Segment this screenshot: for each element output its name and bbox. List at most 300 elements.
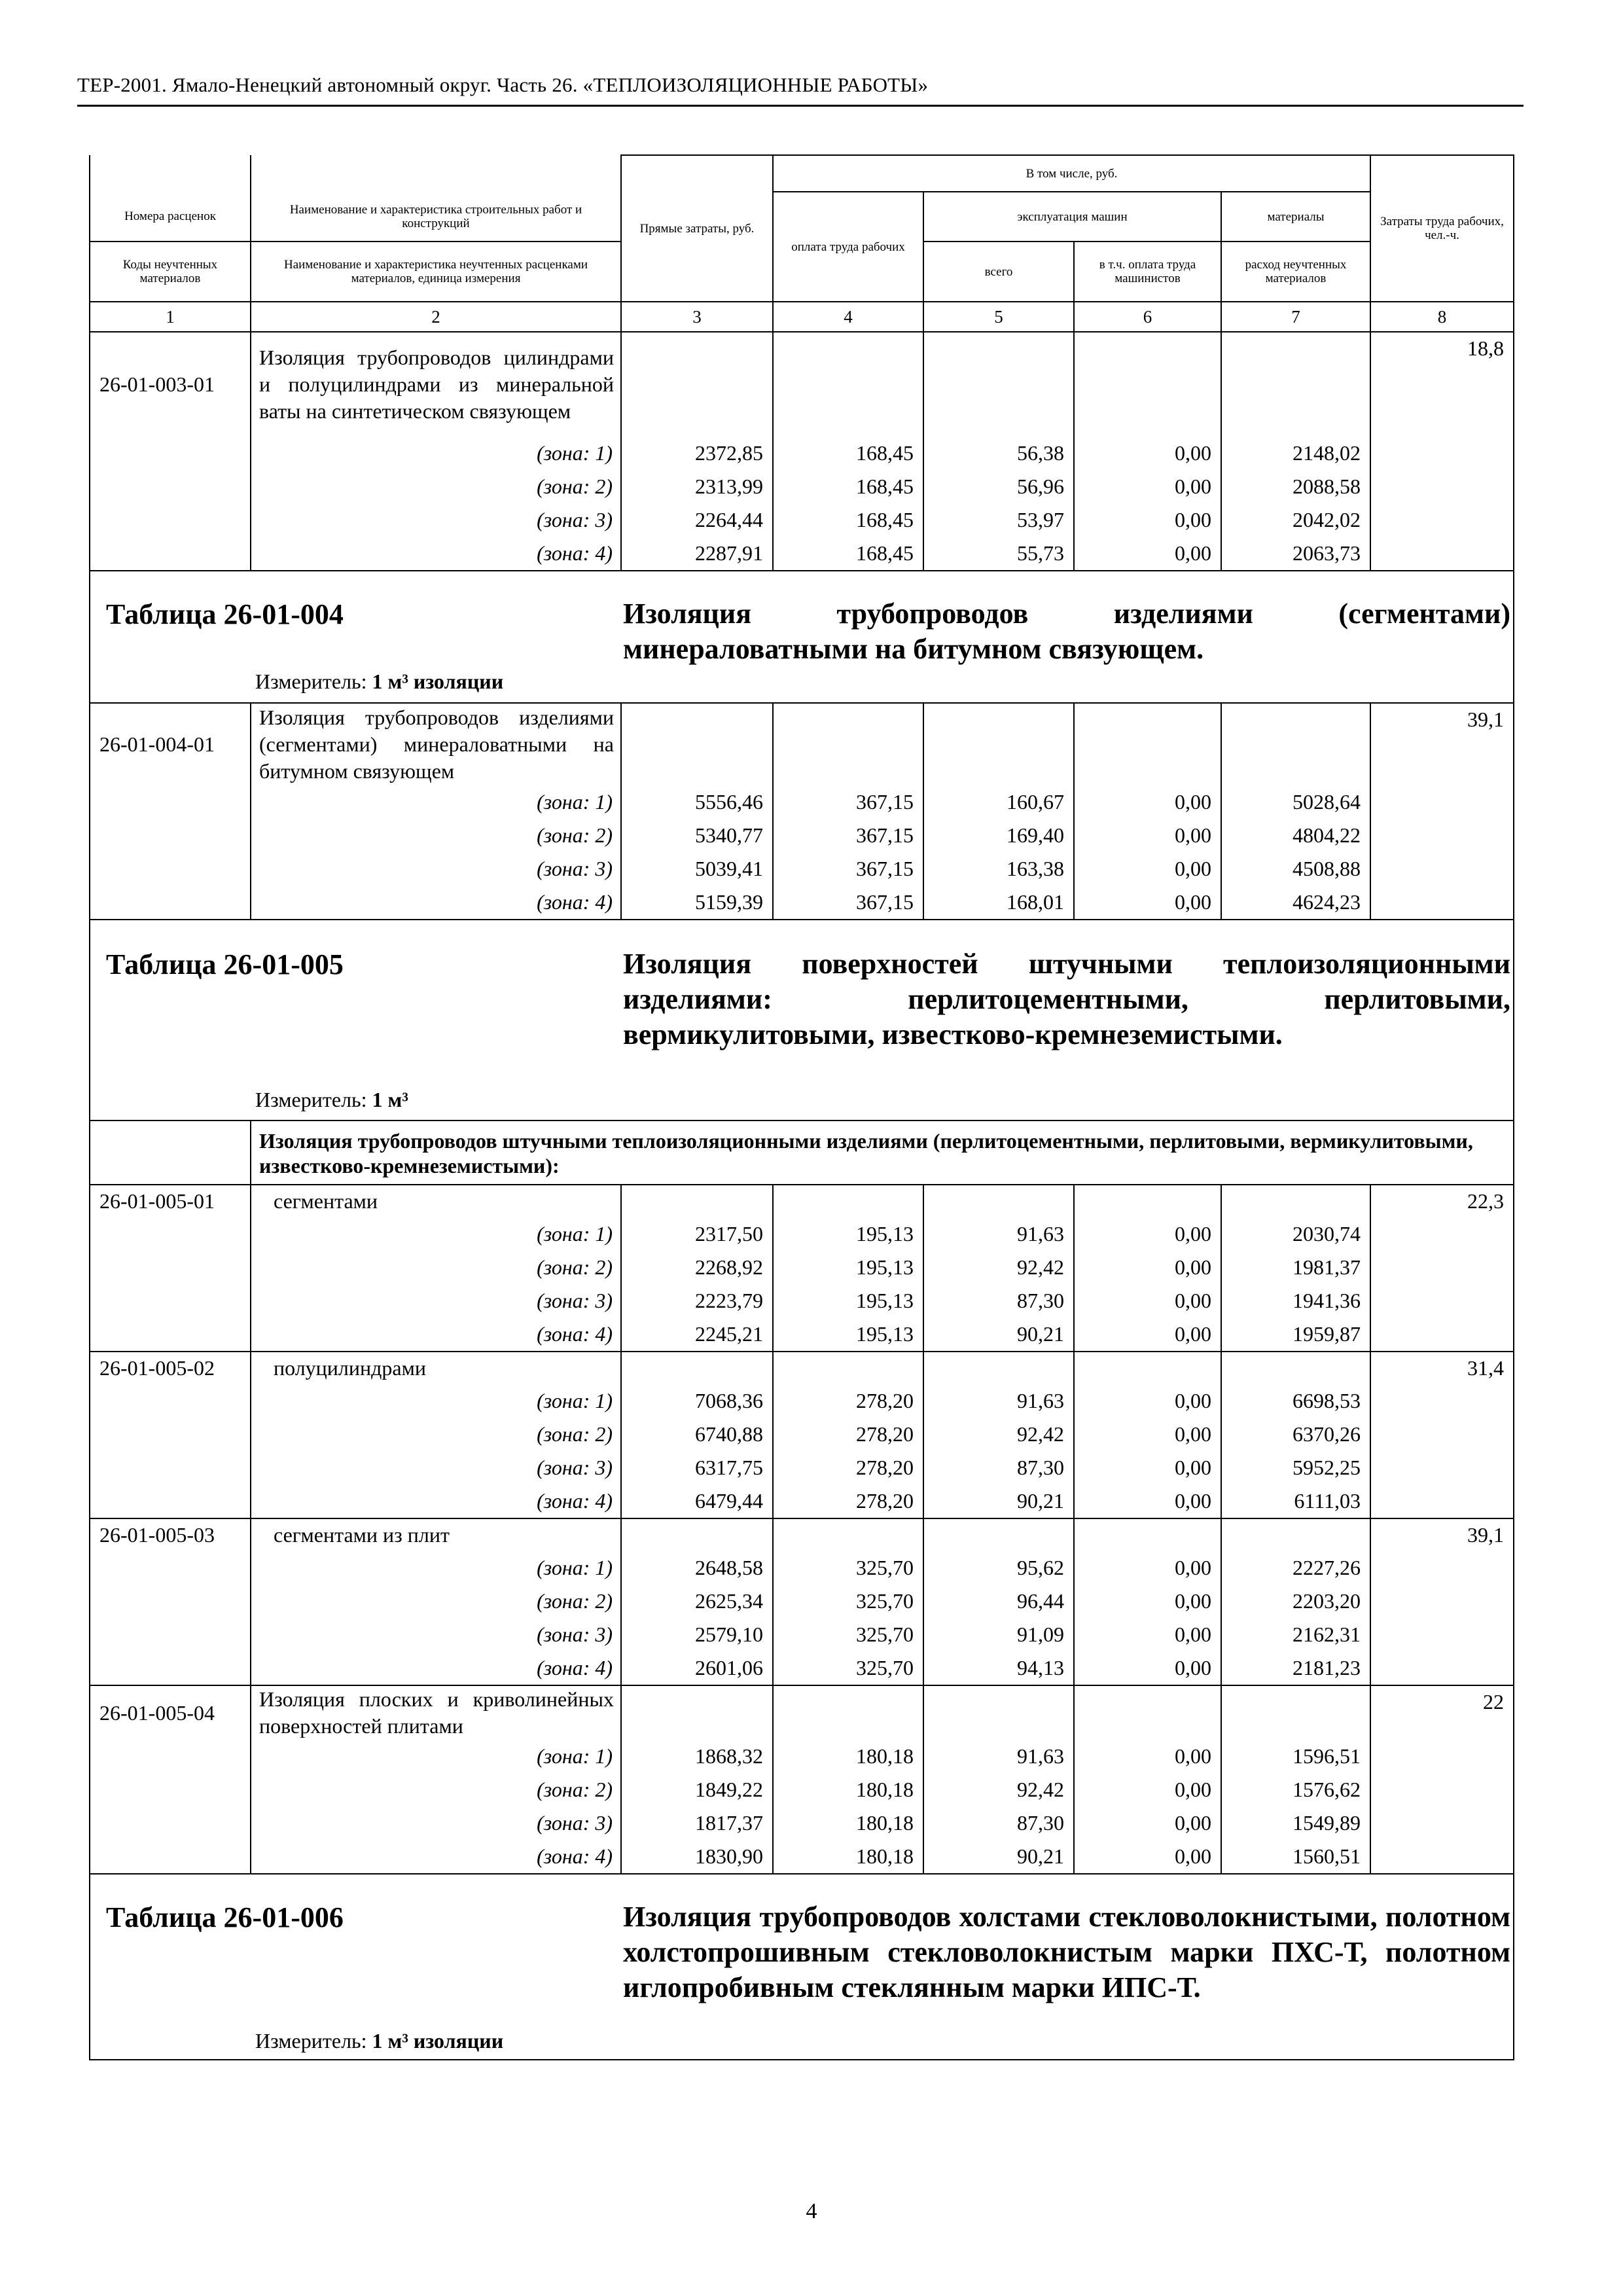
empty-cell <box>923 1185 1074 1217</box>
col-num: 1 <box>90 302 251 332</box>
empty-cell <box>923 1518 1074 1551</box>
code-spacer <box>90 1773 251 1806</box>
cost-value: 0,00 <box>1074 852 1221 886</box>
col-num: 5 <box>923 302 1074 332</box>
cost-value: 0,00 <box>1074 1484 1221 1518</box>
cost-value: 4624,23 <box>1221 886 1370 920</box>
cost-value: 325,70 <box>773 1551 923 1585</box>
col-num: 8 <box>1370 302 1514 332</box>
code-spacer <box>90 1740 251 1773</box>
zone-label: (зона: 4) <box>251 1651 621 1685</box>
code-spacer <box>90 1251 251 1284</box>
table-title: Изоляция трубопроводов холстами стекловолокнистыми, полотном холстопрошивным стекловолокнистым марки ПХС-Т, полотном иглопробивным стеклянным марки ИПС-Т. <box>623 1901 1510 2003</box>
col-materials: материалы <box>1221 192 1370 242</box>
cost-value: 2648,58 <box>621 1551 773 1585</box>
labor-value: 22 <box>1370 1685 1514 1740</box>
cost-value: 0,00 <box>1074 1284 1221 1318</box>
zone-row <box>90 1840 1514 1874</box>
code-spacer <box>90 1651 251 1685</box>
col-labor: Затраты труда рабочих, чел.-ч. <box>1370 155 1514 302</box>
empty-cell <box>773 703 923 785</box>
empty-cell <box>923 703 1074 785</box>
zone-label: (зона: 2) <box>251 819 621 852</box>
cost-value: 91,09 <box>923 1618 1074 1651</box>
cost-value: 325,70 <box>773 1585 923 1618</box>
col-machines: эксплуатация машин <box>923 192 1221 242</box>
zone-row <box>90 1284 1514 1318</box>
labor-spacer <box>1370 852 1514 886</box>
rate-row <box>90 1352 1514 1384</box>
cost-value: 91,63 <box>923 1384 1074 1418</box>
zone-row <box>90 1318 1514 1352</box>
col-unaccounted: расход неучтенных материалов <box>1221 242 1370 302</box>
code-spacer <box>90 1318 251 1352</box>
cost-value: 2223,79 <box>621 1284 773 1318</box>
cost-value: 278,20 <box>773 1418 923 1451</box>
empty-cell <box>1074 1352 1221 1384</box>
empty-cell <box>1221 1352 1370 1384</box>
col-direct: Прямые затраты, руб. <box>621 155 773 302</box>
zone-row <box>90 852 1514 886</box>
labor-spacer <box>1370 537 1514 571</box>
cost-value: 2063,73 <box>1221 537 1370 571</box>
labor-spacer <box>1370 785 1514 819</box>
rate-name: сегментами <box>251 1185 621 1217</box>
zone-label: (зона: 2) <box>251 1418 621 1451</box>
cost-value: 0,00 <box>1074 1618 1221 1651</box>
zone-label: (зона: 2) <box>251 1773 621 1806</box>
col-num: 2 <box>251 302 621 332</box>
table-label: Таблица 26-01-006 <box>106 1901 344 1933</box>
rate-code: 26-01-004-01 <box>90 703 251 785</box>
cost-value: 168,45 <box>773 470 923 503</box>
cost-value: 2625,34 <box>621 1585 773 1618</box>
cost-value: 5556,46 <box>621 785 773 819</box>
cost-value: 2264,44 <box>621 503 773 537</box>
cost-value: 1959,87 <box>1221 1318 1370 1352</box>
cost-value: 6111,03 <box>1221 1484 1370 1518</box>
zone-label: (зона: 4) <box>251 1318 621 1352</box>
zone-row <box>90 1418 1514 1451</box>
zone-label: (зона: 1) <box>251 1551 621 1585</box>
cost-value: 87,30 <box>923 1451 1074 1484</box>
col-num: 7 <box>1221 302 1370 332</box>
rates-table <box>89 154 1513 2060</box>
zone-row <box>90 503 1514 537</box>
empty-cell <box>621 1518 773 1551</box>
empty-cell <box>1074 1518 1221 1551</box>
code-spacer <box>90 470 251 503</box>
code-spacer <box>90 1484 251 1518</box>
zone-row <box>90 1484 1514 1518</box>
empty-cell <box>773 1518 923 1551</box>
cost-value: 1981,37 <box>1221 1251 1370 1284</box>
cost-value: 2227,26 <box>1221 1551 1370 1585</box>
cost-value: 195,13 <box>773 1284 923 1318</box>
unit-value: 1 м³ изоляции <box>372 670 504 693</box>
cost-value: 1576,62 <box>1221 1773 1370 1806</box>
cost-value: 163,38 <box>923 852 1074 886</box>
zone-label: (зона: 1) <box>251 1384 621 1418</box>
labor-spacer <box>1370 1451 1514 1484</box>
cost-value: 2245,21 <box>621 1318 773 1352</box>
unit-of-measure <box>255 670 503 694</box>
running-header: ТЕР-2001. Ямало-Ненецкий автономный округ. Часть 26. «ТЕПЛОИЗОЛЯЦИОННЫЕ РАБОТЫ» <box>77 73 929 96</box>
cost-value: 278,20 <box>773 1484 923 1518</box>
cost-value: 0,00 <box>1074 470 1221 503</box>
col-rate-no-spacer <box>90 155 251 192</box>
cost-value: 160,67 <box>923 785 1074 819</box>
cost-value: 2162,31 <box>1221 1618 1370 1651</box>
empty-cell <box>1221 703 1370 785</box>
rate-name: Изоляция трубопроводов цилиндрами и полуцилиндрами из минеральной ваты на синтетическом связующем <box>251 332 621 437</box>
zone-label: (зона: 4) <box>251 1840 621 1874</box>
cost-value: 2317,50 <box>621 1217 773 1251</box>
zone-label: (зона: 4) <box>251 1484 621 1518</box>
cost-value: 2268,92 <box>621 1251 773 1284</box>
code-spacer <box>90 1217 251 1251</box>
zone-row <box>90 785 1514 819</box>
unit-value: 1 м³ <box>372 1088 408 1111</box>
code-spacer <box>90 537 251 571</box>
empty-cell <box>773 332 923 437</box>
unit-value: 1 м³ изоляции <box>372 2029 504 2053</box>
cost-value: 1849,22 <box>621 1773 773 1806</box>
cost-value: 2372,85 <box>621 437 773 470</box>
labor-spacer <box>1370 819 1514 852</box>
rate-code: 26-01-005-03 <box>90 1518 251 1551</box>
cost-value: 0,00 <box>1074 1418 1221 1451</box>
labor-spacer <box>1370 1318 1514 1352</box>
table-title: Изоляция трубопроводов изделиями (сегментами) минераловатными на битумном связующем. <box>623 598 1510 665</box>
zone-row <box>90 1217 1514 1251</box>
cost-value: 325,70 <box>773 1651 923 1685</box>
cost-value: 1830,90 <box>621 1840 773 1874</box>
cost-value: 6698,53 <box>1221 1384 1370 1418</box>
col-rate-no: Номера расценок <box>90 192 251 242</box>
cost-value: 180,18 <box>773 1806 923 1840</box>
cost-value: 4804,22 <box>1221 819 1370 852</box>
cost-value: 278,20 <box>773 1384 923 1418</box>
zone-label: (зона: 1) <box>251 785 621 819</box>
cost-value: 168,45 <box>773 437 923 470</box>
rate-name: Изоляция плоских и криволинейных поверхностей плитами <box>251 1685 621 1740</box>
cost-value: 0,00 <box>1074 1740 1221 1773</box>
zone-label: (зона: 3) <box>251 1806 621 1840</box>
cost-value: 180,18 <box>773 1740 923 1773</box>
empty-cell <box>773 1352 923 1384</box>
code-spacer <box>90 1418 251 1451</box>
table-title: Изоляция поверхностей штучными теплоизоляционными изделиями: перлитоцементными, перлитовыми, вермикулитовыми, известково-кремнеземистыми. <box>623 948 1510 1050</box>
zone-label: (зона: 2) <box>251 1585 621 1618</box>
empty-cell <box>1074 332 1221 437</box>
labor-spacer <box>1370 503 1514 537</box>
col-machines-total: всего <box>923 242 1074 302</box>
zone-label: (зона: 2) <box>251 1251 621 1284</box>
unit-of-measure <box>255 2029 503 2053</box>
cost-value: 0,00 <box>1074 1318 1221 1352</box>
cost-value: 1596,51 <box>1221 1740 1370 1773</box>
cost-value: 95,62 <box>923 1551 1074 1585</box>
empty-cell <box>1221 1685 1370 1740</box>
rate-code: 26-01-005-02 <box>90 1352 251 1384</box>
cost-value: 56,96 <box>923 470 1074 503</box>
labor-spacer <box>1370 1585 1514 1618</box>
cost-value: 6479,44 <box>621 1484 773 1518</box>
col-work-name: Наименование и характеристика строительных работ и конструкций <box>251 192 621 242</box>
labor-spacer <box>1370 1651 1514 1685</box>
cost-value: 367,15 <box>773 886 923 920</box>
cost-value: 1941,36 <box>1221 1284 1370 1318</box>
empty-cell <box>1221 1518 1370 1551</box>
cost-value: 0,00 <box>1074 886 1221 920</box>
cost-value: 87,30 <box>923 1284 1074 1318</box>
zone-label: (зона: 1) <box>251 437 621 470</box>
cost-value: 0,00 <box>1074 503 1221 537</box>
code-spacer <box>90 1451 251 1484</box>
code-spacer <box>90 1284 251 1318</box>
cost-value: 94,13 <box>923 1651 1074 1685</box>
labor-spacer <box>1370 1217 1514 1251</box>
cost-value: 0,00 <box>1074 1251 1221 1284</box>
zone-label: (зона: 1) <box>251 1217 621 1251</box>
cost-value: 92,42 <box>923 1418 1074 1451</box>
zone-label: (зона: 4) <box>251 886 621 920</box>
code-spacer <box>90 503 251 537</box>
cost-value: 55,73 <box>923 537 1074 571</box>
cost-value: 0,00 <box>1074 785 1221 819</box>
zone-label: (зона: 3) <box>251 1451 621 1484</box>
zone-row <box>90 1806 1514 1840</box>
labor-spacer <box>1370 1484 1514 1518</box>
table-label: Таблица 26-01-004 <box>106 598 344 630</box>
col-codes: Коды неучтенных материалов <box>90 242 251 302</box>
cost-value: 195,13 <box>773 1318 923 1352</box>
labor-spacer <box>1370 1806 1514 1840</box>
cost-value: 0,00 <box>1074 1451 1221 1484</box>
cost-value: 5952,25 <box>1221 1451 1370 1484</box>
empty-cell <box>621 1185 773 1217</box>
code-spacer <box>90 852 251 886</box>
cost-value: 1560,51 <box>1221 1840 1370 1874</box>
cost-value: 2579,10 <box>621 1618 773 1651</box>
rate-code: 26-01-003-01 <box>90 332 251 437</box>
cost-value: 2030,74 <box>1221 1217 1370 1251</box>
zone-label: (зона: 3) <box>251 503 621 537</box>
rate-row <box>90 1518 1514 1551</box>
cost-value: 2287,91 <box>621 537 773 571</box>
cost-value: 6317,75 <box>621 1451 773 1484</box>
cost-value: 0,00 <box>1074 1551 1221 1585</box>
cost-value: 1549,89 <box>1221 1806 1370 1840</box>
col-work-name-spacer <box>251 155 621 192</box>
cost-value: 91,63 <box>923 1217 1074 1251</box>
cost-value: 168,45 <box>773 537 923 571</box>
empty-cell <box>1221 1185 1370 1217</box>
labor-value: 18,8 <box>1370 332 1514 437</box>
zone-row <box>90 1740 1514 1773</box>
cost-value: 7068,36 <box>621 1384 773 1418</box>
code-spacer <box>90 886 251 920</box>
labor-spacer <box>1370 1551 1514 1585</box>
zone-label: (зона: 2) <box>251 470 621 503</box>
rate-name: полуцилиндрами <box>251 1352 621 1384</box>
unit-label: Измеритель: <box>255 2029 367 2053</box>
zone-row <box>90 819 1514 852</box>
rate-name: Изоляция трубопроводов изделиями (сегментами) минераловатными на битумном связующем <box>251 703 621 785</box>
empty-cell <box>1074 1185 1221 1217</box>
labor-spacer <box>1370 1251 1514 1284</box>
zone-label: (зона: 1) <box>251 1740 621 1773</box>
cost-value: 180,18 <box>773 1773 923 1806</box>
labor-spacer <box>1370 1418 1514 1451</box>
cost-value: 90,21 <box>923 1318 1074 1352</box>
cost-value: 53,97 <box>923 503 1074 537</box>
empty-cell <box>621 703 773 785</box>
labor-spacer <box>1370 437 1514 470</box>
rate-row <box>90 1185 1514 1217</box>
cost-value: 0,00 <box>1074 819 1221 852</box>
cost-value: 169,40 <box>923 819 1074 852</box>
col-machinist-wages: в т.ч. оплата труда машинистов <box>1074 242 1221 302</box>
zone-row <box>90 537 1514 571</box>
cost-value: 2601,06 <box>621 1651 773 1685</box>
cost-value: 0,00 <box>1074 1806 1221 1840</box>
col-mat-name: Наименование и характеристика неучтенных расценками материалов, единица измерения <box>251 242 621 302</box>
zone-row <box>90 1251 1514 1284</box>
labor-value: 22,3 <box>1370 1185 1514 1217</box>
section-subheader: Изоляция трубопроводов штучными теплоизоляционными изделиями (перлитоцементными, перлитовыми, вермикулитовыми, известково-кремнеземистыми): <box>251 1121 1514 1185</box>
col-num: 6 <box>1074 302 1221 332</box>
col-num: 4 <box>773 302 923 332</box>
cost-value: 0,00 <box>1074 537 1221 571</box>
cost-value: 278,20 <box>773 1451 923 1484</box>
cost-value: 6370,26 <box>1221 1418 1370 1451</box>
labor-value: 39,1 <box>1370 703 1514 785</box>
zone-label: (зона: 3) <box>251 1618 621 1651</box>
cost-value: 0,00 <box>1074 1840 1221 1874</box>
zone-row <box>90 1585 1514 1618</box>
rate-name: сегментами из плит <box>251 1518 621 1551</box>
empty-cell <box>621 332 773 437</box>
zone-row <box>90 1384 1514 1418</box>
labor-spacer <box>1370 1284 1514 1318</box>
labor-spacer <box>1370 1773 1514 1806</box>
cost-value: 56,38 <box>923 437 1074 470</box>
empty-cell <box>923 1685 1074 1740</box>
empty-cell <box>621 1685 773 1740</box>
zone-row <box>90 1451 1514 1484</box>
zone-label: (зона: 4) <box>251 537 621 571</box>
code-spacer <box>90 1806 251 1840</box>
cost-value: 2203,20 <box>1221 1585 1370 1618</box>
cost-value: 0,00 <box>1074 1773 1221 1806</box>
cost-value: 1868,32 <box>621 1740 773 1773</box>
labor-spacer <box>1370 1740 1514 1773</box>
labor-spacer <box>1370 470 1514 503</box>
zone-label: (зона: 3) <box>251 1284 621 1318</box>
empty-cell <box>773 1685 923 1740</box>
cost-value: 0,00 <box>1074 1585 1221 1618</box>
table-label: Таблица 26-01-005 <box>106 948 344 980</box>
zone-row <box>90 886 1514 920</box>
cost-value: 367,15 <box>773 852 923 886</box>
cost-value: 5028,64 <box>1221 785 1370 819</box>
rate-row <box>90 1685 1514 1740</box>
labor-spacer <box>1370 886 1514 920</box>
empty-cell <box>621 1352 773 1384</box>
cost-value: 195,13 <box>773 1217 923 1251</box>
zone-row <box>90 437 1514 470</box>
subheader-spacer <box>90 1121 251 1185</box>
col-num: 3 <box>621 302 773 332</box>
empty-cell <box>773 1185 923 1217</box>
code-spacer <box>90 785 251 819</box>
empty-cell <box>1074 1685 1221 1740</box>
cost-value: 0,00 <box>1074 437 1221 470</box>
cost-value: 195,13 <box>773 1251 923 1284</box>
labor-value: 31,4 <box>1370 1352 1514 1384</box>
cost-value: 325,70 <box>773 1618 923 1651</box>
cost-value: 91,63 <box>923 1740 1074 1773</box>
code-spacer <box>90 1551 251 1585</box>
col-wages: оплата труда рабочих <box>773 192 923 302</box>
cost-value: 5039,41 <box>621 852 773 886</box>
cost-value: 92,42 <box>923 1773 1074 1806</box>
empty-cell <box>1074 703 1221 785</box>
labor-value: 39,1 <box>1370 1518 1514 1551</box>
cost-value: 1817,37 <box>621 1806 773 1840</box>
cost-value: 367,15 <box>773 819 923 852</box>
zone-label: (зона: 3) <box>251 852 621 886</box>
labor-spacer <box>1370 1840 1514 1874</box>
cost-value: 92,42 <box>923 1251 1074 1284</box>
cost-value: 367,15 <box>773 785 923 819</box>
cost-value: 2042,02 <box>1221 503 1370 537</box>
empty-cell <box>1221 332 1370 437</box>
cost-value: 2148,02 <box>1221 437 1370 470</box>
labor-spacer <box>1370 1384 1514 1418</box>
rate-code: 26-01-005-01 <box>90 1185 251 1217</box>
code-spacer <box>90 1384 251 1418</box>
cost-value: 96,44 <box>923 1585 1074 1618</box>
cost-value: 168,01 <box>923 886 1074 920</box>
zone-row <box>90 1618 1514 1651</box>
cost-value: 168,45 <box>773 503 923 537</box>
cost-value: 0,00 <box>1074 1651 1221 1685</box>
code-spacer <box>90 1618 251 1651</box>
cost-value: 87,30 <box>923 1806 1074 1840</box>
cost-value: 90,21 <box>923 1484 1074 1518</box>
rate-code: 26-01-005-04 <box>90 1685 251 1740</box>
page-number: 4 <box>806 2199 817 2223</box>
col-including: В том числе, руб. <box>773 155 1370 192</box>
cost-value: 2181,23 <box>1221 1651 1370 1685</box>
zone-row <box>90 1551 1514 1585</box>
cost-value: 0,00 <box>1074 1384 1221 1418</box>
zone-row <box>90 1651 1514 1685</box>
cost-value: 90,21 <box>923 1840 1074 1874</box>
code-spacer <box>90 437 251 470</box>
cost-value: 180,18 <box>773 1840 923 1874</box>
empty-cell <box>923 1352 1074 1384</box>
cost-value: 5159,39 <box>621 886 773 920</box>
cost-value: 5340,77 <box>621 819 773 852</box>
labor-spacer <box>1370 1618 1514 1651</box>
cost-value: 4508,88 <box>1221 852 1370 886</box>
code-spacer <box>90 819 251 852</box>
code-spacer <box>90 1840 251 1874</box>
